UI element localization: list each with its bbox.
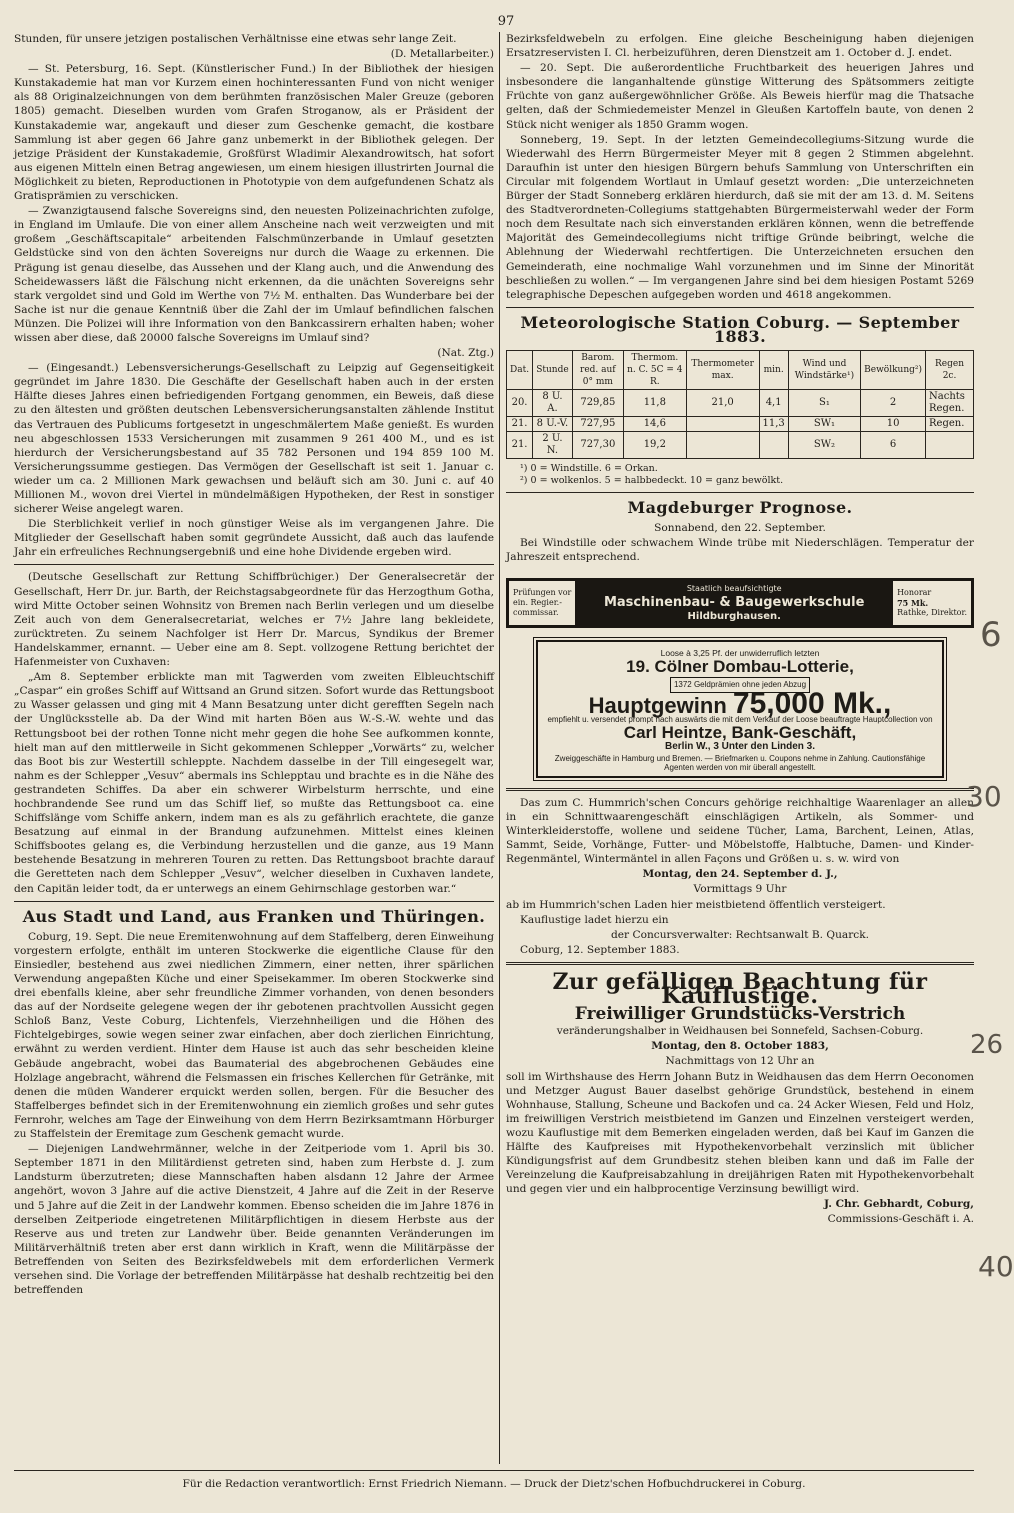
table-cell: SW₂ [788,431,860,458]
concurs-time: Vormittags 9 Uhr [693,883,787,896]
auction-subline: veränderungshalber in Weidhausen bei Sonnefeld, Sachsen-Coburg. [556,1025,924,1038]
divider [14,901,494,902]
weather-header: Thermometer max. [686,350,759,389]
school-advertisement [506,578,974,628]
school-ad-text: Prüfungen vor [513,588,572,598]
article-leipzig: — (Eingesandt.) Lebensversicherungs-Gesellschaft zu Leipzig auf Gegenseitigkeit gegründet im Jahre 1830. Die Geschäfte der Gesellschaft haben auch in der ersten Hälfte dieses Jahres einen befriedigenden Fortgang genommen, ein Beweis, daß diese zu den ältesten und größten deutschen Lebensversicherungsanstalten zählende Institut das Vertrauen des Publicums fortgesetzt in ungeschmälertem Maße genießt. Es wurden neu abgeschlossen 1533 Versicherungen mit zusammen 9 261 400 M., und es ist hierdurch der Versicherungsbestand auf 35 782 Personen und 194 859 100 M. Versicherungssumme gestiegen. Das Vermögen der Gesellschaft ist seit 1. Januar c. wieder um ca. 2 Millionen Mark gewachsen und beläuft sich am 30. Juni c. auf 40 Millionen M., wovon drei Viertel in mündelmäßigen Hypotheken, der Rest in sonstiger sicherer Weise angelegt waren. [14,362,494,516]
page-number: 97 [497,14,515,29]
concurs-signature: der Concursverwalter: Rechtsanwalt B. Quarck. [610,928,870,941]
concurs-text: ab im Hummrich'schen Laden hier meistbietend öffentlich versteigert. [506,898,886,911]
weather-header: Wind und Windstärke¹) [788,350,860,389]
divider [506,492,974,493]
table-cell: 10 [861,416,926,431]
table-row [507,389,974,416]
handwritten-margin-note: 30 [966,780,1002,813]
weather-table [506,350,974,459]
auction-text: soll im Wirthshause des Herrn Johann Butz in Weidhausen das dem Herrn Oeconomen und Metzger August Bauer daselbst gehörige Grundstück, bestehend in einem Wohnhause, Stallung, Scheune und Backofen und ca. 24 Acker Wiesen, Feld und Holz, im freiwilligen Verstrich meistbietend im Ganzen und Einzelnen versteigert werden, wozu Kauflustige mit dem Bemerken eingeladen werden, daß bei Kauf im Ganzen die Hälfte des Kaufpreises mit Hypothekenvorbehalt verzinslich mit üblicher Kündigungsfrist auf dem Grundbesitz stehen bleiben kann und daß im Falle der Vereinzelung die Kaufpreisabzahlung in dreijährigen Raten mit Hypothekenvorbehalt und gegen vier und ein halbprocentige Verzinsung bewilligt wird. [506,1070,974,1196]
article-landwehr: — Diejenigen Landwehrmänner, welche in der Zeitperiode vom 1. April bis 30. September 1871 in den Militärdienst getreten sind, haben zum Herbste d. J. zum Landsturm überzutreten; diese Mannschaften haben alsdann 12 Jahre der Armee angehört, wovon 3 Jahre auf die active Dienstzeit, 4 Jahre auf die Zeit in der Reserve und 5 Jahre auf die Zeit in der Landwehr kommen. Ebenso scheiden die im Jahre 1876 in derselben Zeitperiode eingetretenen Militärpflichtigen in diesem Herbste aus der Reserve aus und treten zur Landwehr über. Beide genannten Veränderungen im Militärverhältniß treten aber erst dann wirklich in Kraft, wenn die Militärpässe der Betreffenden von Seiten des Bezirksfeldwebels mit dem erforderlichen Vermerk versehen sind. Die Vorlage der betreffenden Militärpässe hat deshalb rechtzeitig bei den betreffenden [14,1143,494,1297]
article-coburg: Coburg, 19. Sept. Die neue Eremitenwohnung auf dem Staffelberg, deren Einweihung vorgestern erfolgte, enthält im unteren Stockwerke die eigentliche Clause für den Einsiedler, bestehend aus zwei niedlichen Zimmern, einer netten, ihrer spärlichen Verwendung angepaßten Küche und einer Speisekammer. Im oberen Stockwerke sind drei ebenfalls kleine, aber sehr freundliche Zimmer vorhanden, von denen besonders das auf der Nordseite gelegene wegen der ihr gebotenen prachtvollen Aussicht gegen Schloß Banz, Veste Coburg, Lichtenfels, Vierzehnheiligen und die Höhen des Fichtelgebirges, sowie wegen seiner zwar einfachen, aber doch zierlichen Einrichtung, erwähnt zu werden verdient. Hinter dem Hause ist auch das sehr bescheiden kleine Gebäude angebracht, wobei das Baumaterial des abgebrochenen Gebäudes eine Holzlage angebracht, während die Felsmassen ein frisches Kellerchen für Getränke, mit denen die müden Wanderer erquickt werden sollen, bergen. Für die Besucher des Staffelberges befindet sich in der Eremitenwohnung ein ziemlich großes und sehr gutes Fernrohr, welches am Tage der Einweihung von dem Herrn Bezirksamtmann Hörburger zu Staffelstein der Eremitage zum Geschenk gemacht wurde. [14,930,494,1141]
table-cell: 4,1 [759,389,788,416]
table-cell: 11,8 [623,389,686,416]
table-cell: 2 U. N. [533,431,573,458]
lottery-prize-amount: 75,000 Mk., [732,686,892,720]
table-cell: 729,85 [572,389,623,416]
school-ad-center [575,581,893,625]
lottery-prize-label: Hauptgewinn [588,692,727,718]
table-cell [686,416,759,431]
table-cell: 727,95 [572,416,623,431]
school-ad-left [509,581,575,625]
lottery-seller: Carl Heintze, Bank-Geschäft, [623,722,857,742]
table-row [507,431,974,458]
table-cell: Regen. [926,416,974,431]
school-ad-price: 75 Mk. [897,598,929,609]
table-cell: 21. [507,431,533,458]
section-heading: Aus Stadt und Land, aus Franken und Thüringen. [22,906,486,926]
table-cell: 21. [507,416,533,431]
article-fruit: — 20. Sept. Die außerordentliche Fruchtbarkeit des heuerigen Jahres und insbesondere die langanhaltende günstige Witterung des Spätsommers zeitigte Früchte von ganz außergewöhnlicher Größe. Als Beweis hierfür mag die Thatsache gelten, daß der Schmiedemeister Menzel in Gleußen Kartoffeln baute, von denen 2 Stück nicht weniger als 1850 Gramm wogen. [506,62,974,131]
lottery-advertisement [536,640,944,778]
lottery-title: 19. Cölner Dombau-Lotterie, [626,657,854,677]
weather-header: Barom. red. auf 0° mm [572,350,623,389]
weather-header: min. [759,350,788,389]
table-cell [686,431,759,458]
article-rettung-quote: „Am 8. September erblickte man mit Tagwerden vom zweiten Elbleuchtschiff „Caspar“ ein großes Schiff auf Wittsand an Grund sitzen. Sofort wurde das Rettungsboot zu Wasser gelassen und ging mit 4 Mann Besatzung unter dicht gerefften Segeln nach der Unglücksstelle ab. Da der Wind mit harten Böen aus W.-S.-W. wehte und das Rettungsboot bei der rothen Tonne nicht mehr gegen die hohe See aufkommen konnte, hielt man auf den mittlerweile in Sicht gekommenen Schlepper „Vorwärts“ zu, welcher das Boot bis zur Westertill schleppte. Nachdem dasselbe in der Till eingesegelt war, nahm es der Schlepper „Vesuv“ abermals ins Schlepptau und brachte es in die Nähe des gestrandeten Schiffes. Da aber ein schwerer Wirbelsturm herrschte, und eine hochbrandende See rund um das Schiff lief, so mußte das Rettungsboot ca. eine Schiffslänge vom Schiffe ankern, indem man es als zu gefährlich erachtete, die ganze Besatzung auf einmal in der Brandung aufzunehmen. Mittelst eines kleinen Schiffsbootes gelang es, die Verbindung herzustellen und die ganze, aus 19 Mann bestehende Besatzung in mehreren Touren zu retten. Das Rettungsboot brachte darauf die Geretteten nach dem Schlepper „Vesuv“, welcher dieselben in Cuxhaven landete, den Capitän leider todt, da er unterwegs an einem Gehirnschlage gestorben war.“ [14,671,494,895]
auction-subheading: Freiwilliger Grundstücks-Verstrich [574,1004,906,1025]
weather-title: Meteorologische Station Coburg. — September 1883. [520,312,960,346]
divider [506,307,974,308]
auction-time: Nachmittags von 12 Uhr an [665,1055,815,1068]
auction-signature: J. Chr. Gebhardt, Coburg, [824,1198,974,1211]
weather-header: Bewölkung²) [861,350,926,389]
handwritten-margin-note: 40 [978,1250,1014,1283]
lottery-text: Loose à 3,25 Pf. der unwiderruflich letzten [660,648,820,659]
divider [506,962,974,965]
auction-date: Montag, den 8. October 1883, [651,1040,829,1053]
concurs-text: Kauflustige ladet hierzu ein [520,913,669,926]
school-ad-text: Staatlich beaufsichtigte [686,584,782,594]
article-petersburg: — St. Petersburg, 16. Sept. (Künstlerischer Fund.) In der Bibliothek der hiesigen Kunstakademie hat man vor Kurzem einen hochinteressanten Fund von nicht weniger als 88 Originalzeichnungen von dem berühmten französischen Maler Greuze (geboren 1805) gemacht. Dieselben wurden vom Grafen Stroganow, als er Präsident der Kunstakademie war, angekauft und dieser zum Geschenke gemacht, die kostbare Sammlung ist aber gegen 66 Jahre ganz unbemerkt in der Bibliothek gelegen. Der jetzige Präsident der Kunstakademie, Großfürst Wladimir Alexandrowitsch, hat sofort aus eigenen Mitteln einen Betrag angewiesen, um einem hiesigen illustrirten Journal die Möglichkeit zu bieten, Reproductionen in Phototypie von dem aufgefundenen Schatz als Gratisprämien zu verschicken. [14,63,494,203]
weather-header-row [507,350,974,389]
school-ad-text: Rathke, Direktor. [897,608,967,618]
concurs-notice: Das zum C. Hummrich'schen Concurs gehörige reichhaltige Waarenlager an allen in ein Schnittwaarengeschäft einschlägigen Artikeln, als Sommer- und Winterkleiderstoffe, wollene und seidene Tücher, Lama, Barchent, Leinen, Atlas, Sammt, Seide, Vorhänge, Futter- und Möbelstoffe, Halbtuche, Damen- und Kinder-Regenmäntel, Wintermäntel in allen Façons und Größen u. s. w. wird von [506,796,974,866]
weather-header: Thermom. n. C. 5C = 4 R. [623,350,686,389]
handwritten-margin-note: 26 [970,1030,1004,1060]
left-column [14,32,494,1298]
lottery-badge: 1372 Geldprämien ohne jeden Abzug [670,677,810,693]
prognose-text: Bei Windstille oder schwachem Winde trübe mit Niederschlägen. Temperatur der Jahreszeit entsprechend. [506,537,974,564]
article-text: Bezirksfeldwebeln zu erfolgen. Eine gleiche Bescheinigung haben diejenigen Ersatzreservisten I. Cl. herbeizuführen, deren Dienstzeit am 1. October d. J. endet. [506,33,974,60]
table-cell: 6 [861,431,926,458]
concurs-date: Montag, den 24. September d. J., [642,868,838,881]
prognose-title: Magdeburger Prognose. [627,497,853,517]
weather-header: Regen 2c. [926,350,974,389]
weather-note: ²) 0 = wolkenlos. 5 = halbbedeckt. 10 = ganz bewölkt. [520,474,784,486]
handwritten-margin-note: 6 [980,615,1002,655]
column-divider [499,32,500,1464]
article-source: (Nat. Ztg.) [437,347,494,360]
school-ad-text: ein. Regier.- [513,598,562,608]
article-rettung: (Deutsche Gesellschaft zur Rettung Schiffbrüchiger.) Der Generalsecretär der Gesellschaft, Herr Dr. jur. Barth, der Reichstagsabgeordnete für das Herzogthum Gotha, wird Mitte October seinen Wohnsitz von Bremen nach Berlin verlegen und um dieselbe Zeit auch von dem Generalsecretariat, welches er 7½ Jahre lang bekleidete, zurücktreten. Zu seinem Nachfolger ist Herr Dr. Marcus, Syndikus der Bremer Handelskammer, ernannt. — Ueber eine am 8. Sept. vollzogene Rettung berichtet der Hafenmeister von Cuxhaven: [14,571,494,669]
divider [506,788,974,791]
table-row [507,416,974,431]
article-text: Stunden, für unsere jetzigen postalischen Verhältnisse eine etwas sehr lange Zeit. [14,33,457,45]
table-cell: SW₁ [788,416,860,431]
table-cell [759,431,788,458]
right-column [506,32,974,1228]
footer-divider [14,1470,974,1471]
auction-signature-2: Commissions-Geschäft i. A. [827,1213,974,1226]
article-source: (D. Metallarbeiter.) [390,48,494,61]
weather-header: Stunde [533,350,573,389]
weather-note: ¹) 0 = Windstille. 6 = Orkan. [520,462,658,474]
table-cell: 8 U. A. [533,389,573,416]
table-cell: 19,2 [623,431,686,458]
article-sonneberg: Sonneberg, 19. Sept. In der letzten Gemeindecollegiums-Sitzung wurde die Wiederwahl des Herrn Bürgermeister Meyer mit 8 gegen 2 Stimmen abgelehnt. Daraufhin ist unter den hiesigen Bürgern behufs Sammlung von Unterschriften ein Circular mit folgendem Wortlaut in Umlauf gesetzt worden: „Die unterzeichneten Bürger der Stadt Sonneberg erklären hierdurch, daß sie mit der am 13. d. M. Seitens des Stadtverordneten-Collegiums stattgehabten Bürgermeisterwahl weder der Form noch dem Resultate nach sich einverstanden erklären können, wenn die betreffende Majorität des Gemeindecollegiums nicht triftige Gründe beibringt, welche die Ablehnung der Wiederwahl rechtfertigen. Die Unterzeichneten ersuchen den Gemeinderath, eine nochmalige Wahl vorzunehmen und im Sinne der Minorität beschließen zu wollen.“ — Im vergangenen Jahre sind bei dem hiesigen Postamt 5269 telegraphische Depeschen aufgegeben worden und 4618 angekommen. [506,133,974,301]
school-ad-text: Honorar [897,588,932,598]
weather-header: Dat. [507,350,533,389]
table-cell [926,431,974,458]
prognose-date: Sonnabend, den 22. September. [654,522,826,535]
school-ad-right [893,581,971,625]
article-sovereigns: — Zwanzigtausend falsche Sovereigns sind, den neuesten Polizeinachrichten zufolge, in England im Umlaufe. Die von einer allem Anscheine nach weit verzweigten und mit großem „Geschäftscapitale“ arbeitenden Falschmünzerbande in Umlauf gesetzten Geldstücke sind von den ächten Sovereigns nur durch die Waage zu erkennen. Die Prägung ist genau dieselbe, das Aussehen und der Klang auch, und die Anwendung des Scheidewassers läßt die Fälschung nicht erkennen, da die unächten Sovereigns sehr stark vergoldet sind und Gold im Werthe von 7½ M. enthalten. Das Wunderbare bei der Sache ist nur die genaue Kenntniß über die Zahl der im Umlauf befindlichen falschen Münzen. Die Polizei will ihre Information von den Bankcassirern erhalten haben; woher wissen aber diese, daß 20000 falsche Sovereigns im Umlauf sind? [14,205,494,344]
table-cell: 20. [507,389,533,416]
school-ad-name: Maschinenbau- & Baugewerkschule [603,595,865,611]
lottery-text: Zweiggeschäfte in Hamburg und Bremen. — Briefmarken u. Coupons nehme in Zahlung. Cautionsfähige Agenten werden von mir überall angestellt. [554,753,926,772]
table-cell: 14,6 [623,416,686,431]
school-ad-place: Hildburghausen. [687,611,781,623]
table-cell: 727,30 [572,431,623,458]
concurs-place-date: Coburg, 12. September 1883. [520,943,680,956]
article-leipzig-2: Die Sterblichkeit verlief in noch günstiger Weise als im vergangenen Jahre. Die Mitglieder der Gesellschaft haben somit gegründete Aussicht, daß auch das laufende Jahr ein erfreuliches Rechnungsergebniß und eine hohe Dividende ergeben wird. [14,518,494,559]
table-cell: 11,3 [759,416,788,431]
lottery-address: Berlin W., 3 Unter den Linden 3. [664,740,816,752]
table-cell: Nachts Regen. [926,389,974,416]
divider [14,564,494,565]
table-cell: 2 [861,389,926,416]
lottery-text: empfiehlt u. versendet prompt nach auswärts die mit dem Verkauf der Loose beauftragte Hauptcollection von [547,714,933,724]
footer-imprint: Für die Redaction verantwortlich: Ernst Friedrich Niemann. — Druck der Dietz'schen Hofbuchdruckerei in Coburg. [182,1478,806,1490]
table-cell: S₁ [788,389,860,416]
table-cell: 8 U.-V. [533,416,573,431]
auction-heading: Zur gefälligen Beachtung für Kauflustige. [552,968,928,1010]
table-cell: 21,0 [686,389,759,416]
school-ad-text: commissar. [513,608,559,618]
